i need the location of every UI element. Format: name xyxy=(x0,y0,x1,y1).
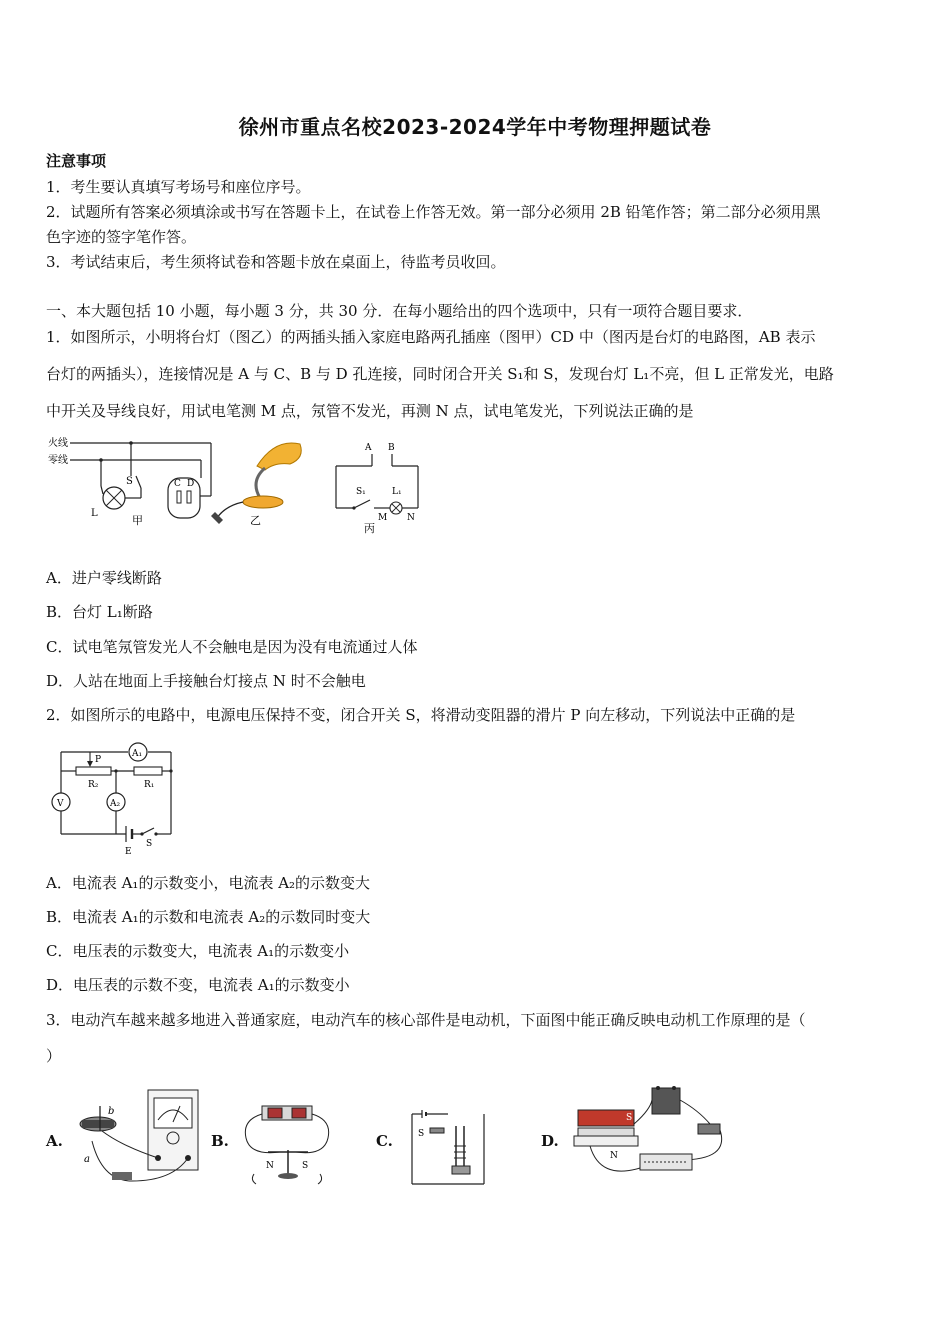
notice-item-2-cont: 色字迹的签字笔作答。 xyxy=(46,228,197,246)
lamp-shade-icon xyxy=(257,443,301,470)
point-m-label: M xyxy=(378,513,388,523)
notice-item-2: 2．试题所有答案必须填涂或书写在答题卡上，在试卷上作答无效。第一部分必须用 2B 铅笔作答；第二部分必须用黑 xyxy=(46,203,821,221)
pole-s-label: S xyxy=(302,1161,309,1171)
q3-option-c-label: C. xyxy=(376,1132,393,1150)
live-wire-label: 火线 xyxy=(48,438,68,449)
q3-option-a-label: A. xyxy=(46,1132,63,1150)
q1-figure-jia xyxy=(46,436,221,528)
figure-jia-label: 甲 xyxy=(132,514,143,527)
slider-p-arrow xyxy=(87,761,93,767)
q1-stem-line-3: 中开关及导线良好，用试电笔测 M 点，氖管不发光，再测 N 点，试电笔发光，下列说法正确的是 xyxy=(46,402,694,420)
resistor-r1-label: R₁ xyxy=(144,780,155,790)
ammeter-a2-label: A₂ xyxy=(110,799,121,809)
wire-a-label: a xyxy=(84,1154,90,1165)
notice-heading: 注意事项 xyxy=(46,152,107,170)
switch-icon xyxy=(142,828,154,834)
switch-s-label: S xyxy=(126,476,133,487)
switch-s-label: S xyxy=(146,839,153,849)
socket-c-label: C xyxy=(174,479,181,489)
socket-icon xyxy=(168,478,200,518)
q3-stem-line-2: ） xyxy=(46,1047,62,1065)
point-n-label: N xyxy=(407,513,415,523)
notice-item-3: 3．考试结束后，考生须将试卷和答题卡放在桌面上，待监考员收回。 xyxy=(46,253,506,271)
q3-option-d-label: D. xyxy=(541,1132,559,1150)
q3-figure-d xyxy=(570,1080,732,1188)
q3-stem-line-1: 3．电动汽车越来越多地进入普通家庭，电动汽车的核心部件是电动机，下面图中能正确反映电动机工作原理的是（ xyxy=(46,1011,806,1029)
pole-s-label: S xyxy=(626,1113,633,1123)
notice-item-1: 1．考生要认真填写考场号和座位序号。 xyxy=(46,178,311,196)
q2-option-d: D．电压表的示数不变，电流表 A₁的示数变小 xyxy=(46,976,350,994)
q2-circuit-figure xyxy=(46,738,181,858)
plug-b-label: B xyxy=(388,443,395,453)
q1-stem-line-1: 1．如图所示，小明将台灯（图乙）的两插头插入家庭电路两孔插座（图甲）CD 中（图丙是台灯的电路图，AB 表示 xyxy=(46,328,816,346)
voltmeter-label: V xyxy=(57,799,64,809)
lamp-base-icon xyxy=(243,496,283,508)
q1-option-b: B．台灯 L₁断路 xyxy=(46,603,153,621)
rheostat-r2-icon xyxy=(76,767,111,775)
ammeter-a1-label: A₁ xyxy=(132,749,143,759)
q3-figure-b xyxy=(240,1100,335,1188)
wire-b-label: b xyxy=(108,1106,115,1117)
page-title: 徐州市重点名校2023-2024学年中考物理押题试卷 xyxy=(238,115,712,139)
switch-icon xyxy=(698,1124,720,1134)
figure-yi-label: 乙 xyxy=(250,514,261,527)
rheostat-r2-label: R₂ xyxy=(88,780,99,790)
figure-bing-label: 丙 xyxy=(364,522,375,535)
q1-option-c: C．试电笔氖管发光人不会触电是因为没有电流通过人体 xyxy=(46,638,418,656)
q2-option-b: B．电流表 A₁的示数和电流表 A₂的示数同时变大 xyxy=(46,908,371,926)
slider-p-label: P xyxy=(95,755,102,765)
q2-option-a: A．电流表 A₁的示数变小，电流表 A₂的示数变大 xyxy=(46,874,371,892)
coil-icon xyxy=(452,1166,470,1174)
battery-e-label: E xyxy=(125,847,132,857)
socket-d-label: D xyxy=(187,479,195,489)
lamp-l-label: L xyxy=(91,508,98,519)
q3-figure-a xyxy=(72,1086,204,1188)
q2-stem: 2．如图所示的电路中，电源电压保持不变，闭合开关 S，将滑动变阻器的滑片 P 向左移动，下列说法中正确的是 xyxy=(46,706,796,724)
switch-icon xyxy=(430,1128,444,1133)
pole-n-label: N xyxy=(266,1161,274,1171)
q3-figure-c xyxy=(404,1106,492,1188)
q1-figure-yi xyxy=(205,436,310,531)
lamp-l1-label: L₁ xyxy=(392,487,402,497)
switch-s-label: S xyxy=(418,1129,425,1139)
q3-option-b-label: B. xyxy=(211,1132,229,1150)
q2-option-c: C．电压表的示数变大，电流表 A₁的示数变小 xyxy=(46,942,350,960)
resistor-r1-icon xyxy=(134,767,162,775)
q1-option-d: D．人站在地面上手接触台灯接点 N 时不会触电 xyxy=(46,672,366,690)
q1-option-a: A．进户零线断路 xyxy=(46,569,162,587)
q1-stem-line-2: 台灯的两插头），连接情况是 A 与 C、B 与 D 孔连接，同时闭合开关 S₁和 S，发现台灯 L₁不亮，但 L 正常发光，电路 xyxy=(46,365,834,383)
q1-figure-bing xyxy=(330,438,430,536)
section-heading: 一、本大题包括 10 小题，每小题 3 分，共 30 分．在每小题给出的四个选项中，只有一项符合题目要求． xyxy=(46,302,753,320)
neutral-wire-label: 零线 xyxy=(48,455,68,466)
switch-s1-label: S₁ xyxy=(356,487,366,497)
battery-icon xyxy=(652,1088,680,1114)
pole-n-label: N xyxy=(610,1151,618,1161)
plug-a-label: A xyxy=(365,443,372,453)
switch-icon xyxy=(112,1172,132,1180)
